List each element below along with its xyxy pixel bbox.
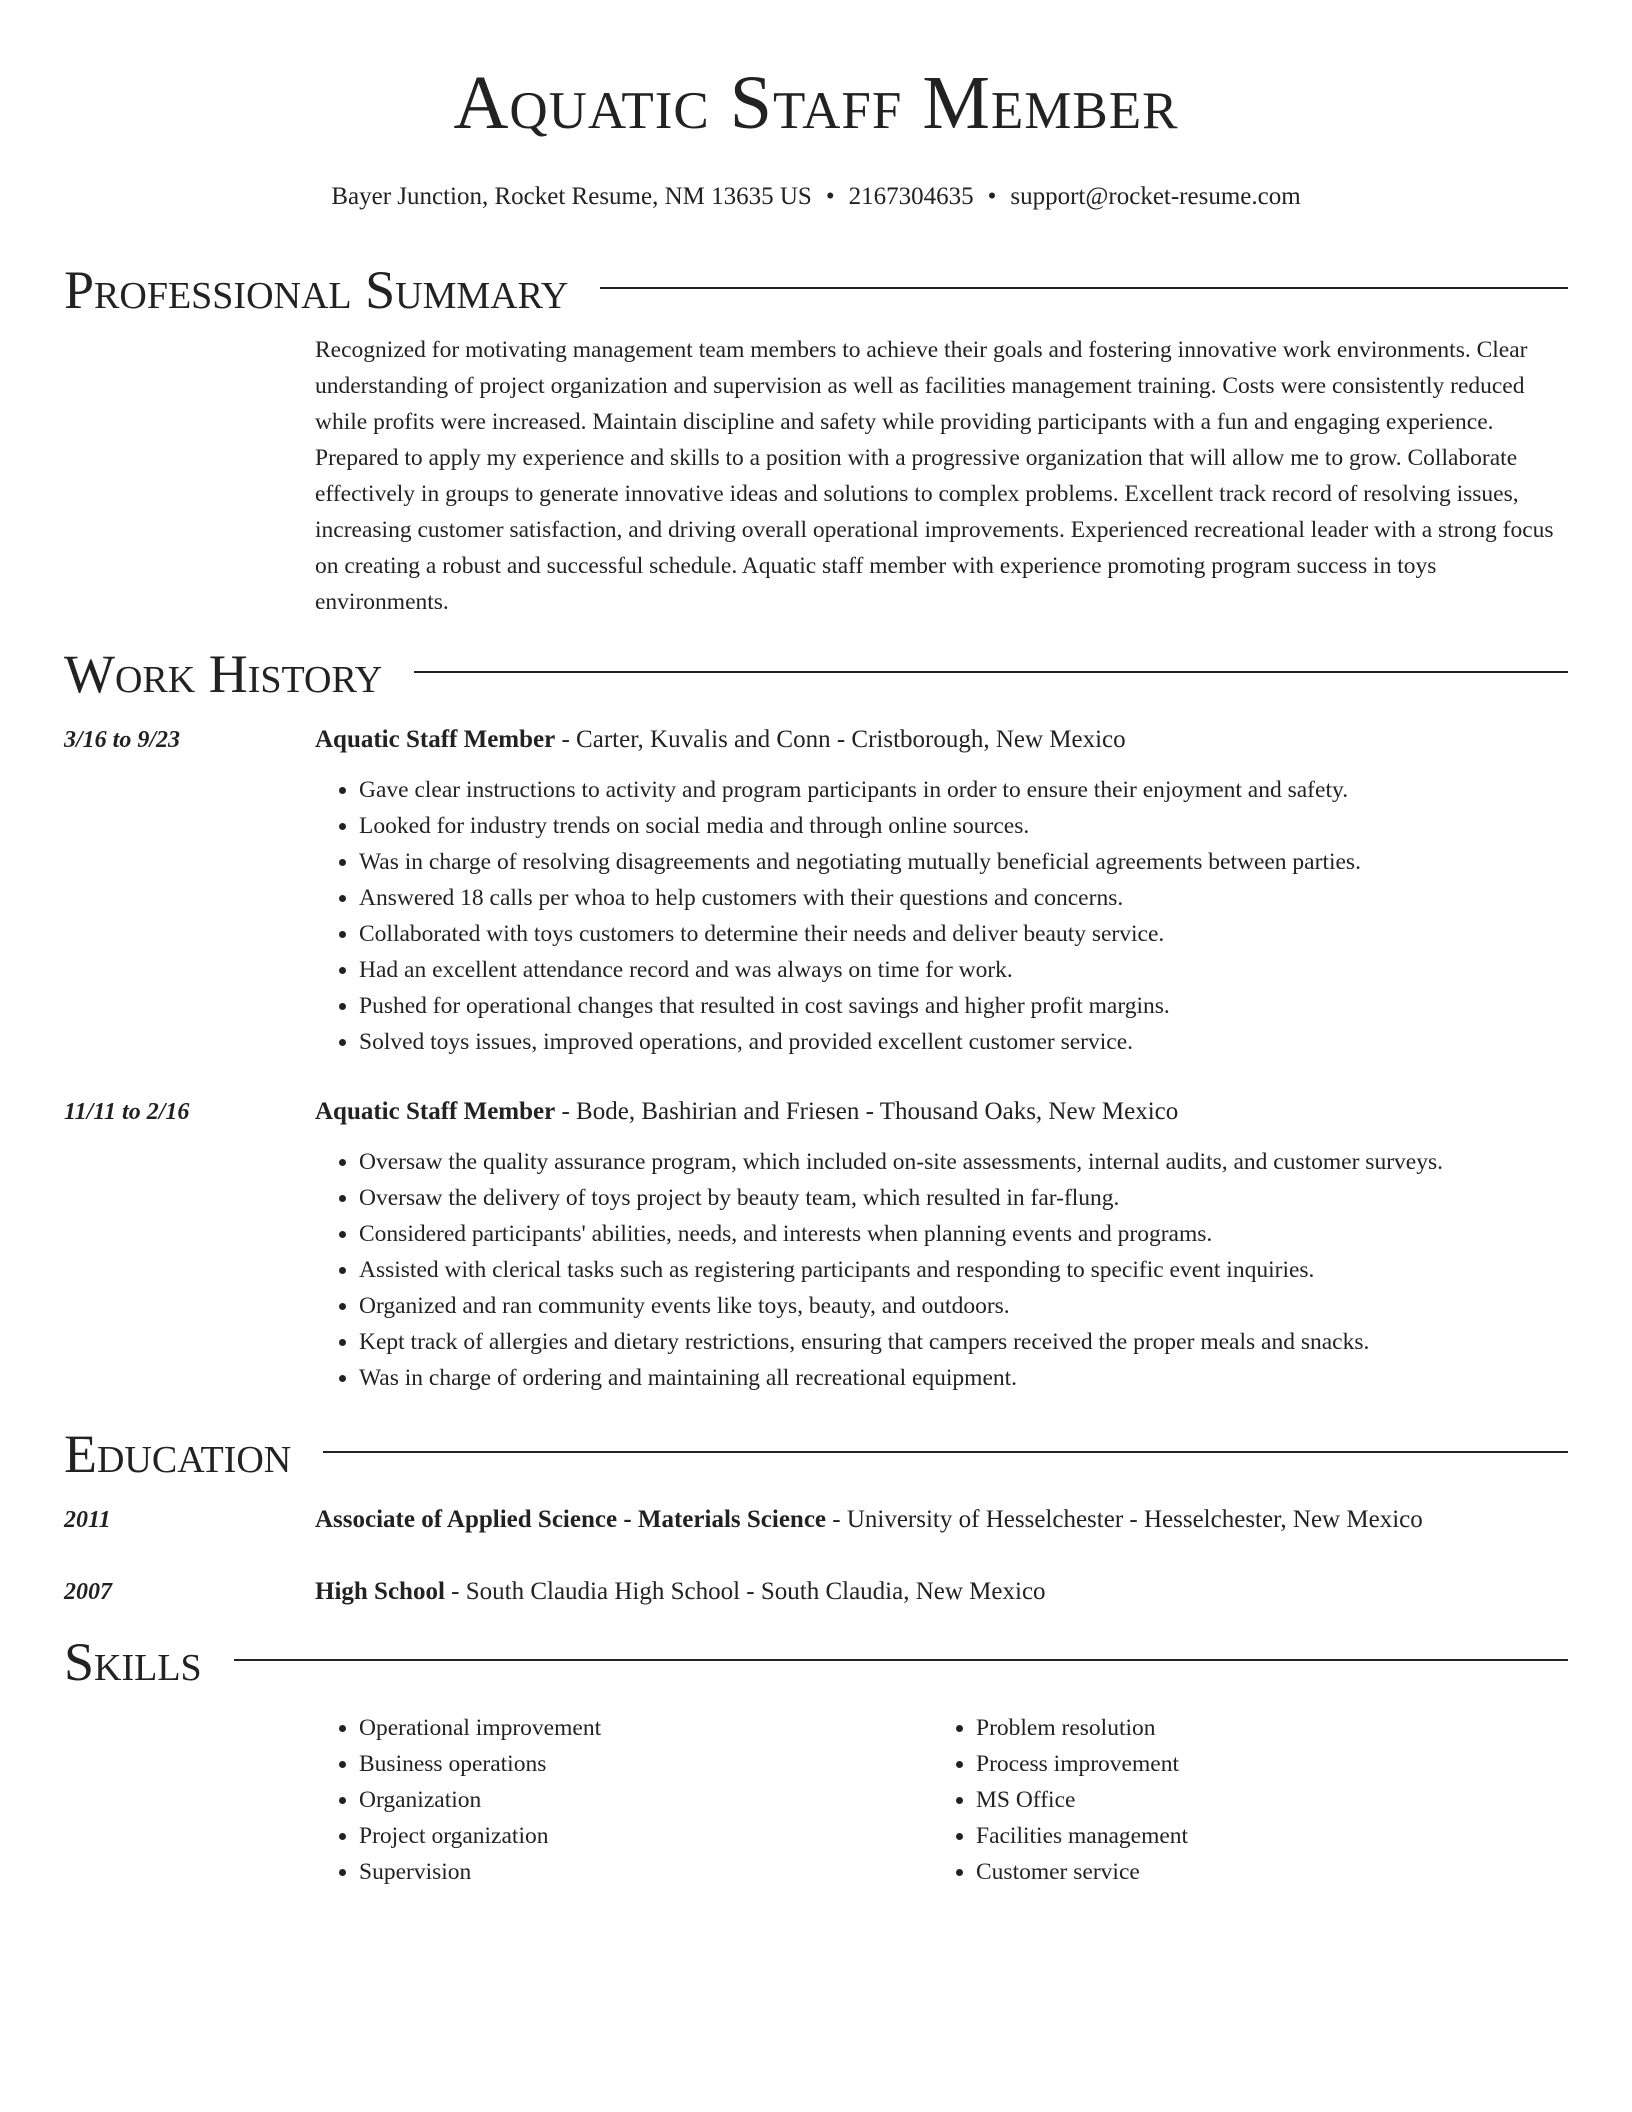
job-heading (315, 722, 1568, 758)
contact-address: Bayer Junction, Rocket Resume, NM 13635 US (331, 183, 812, 210)
job-entry (64, 722, 1568, 1060)
section-divider (323, 1451, 1568, 1453)
skill-item: • Problem resolution (976, 1710, 1188, 1746)
job-bullet: • Was in charge of resolving disagreements and negotiating mutually beneficial agreements between parties. (359, 844, 1568, 880)
contact-phone: 2167304635 (848, 183, 974, 210)
job-body (315, 722, 1568, 1060)
education-details: - University of Hesselchester - Hesselchester, New Mexico (826, 1506, 1423, 1533)
contact-email: support@rocket-resume.com (1010, 183, 1301, 210)
job-bullet: • Pushed for operational changes that resulted in cost savings and higher profit margins. (359, 988, 1568, 1024)
skills-list (315, 1710, 1568, 1890)
candidate-name: Aquatic Staff Member (453, 61, 1179, 145)
job-bullet: • Looked for industry trends on social media and through online sources. (359, 808, 1568, 844)
job-entry (64, 1094, 1568, 1396)
job-bullet: • Was in charge of ordering and maintaining all recreational equipment. (359, 1360, 1568, 1396)
education-title: Education (64, 1424, 292, 1484)
job-bullet: • Oversaw the delivery of toys project by beauty team, which resulted in far-flung. (359, 1180, 1568, 1216)
skill-item: • Supervision (359, 1854, 932, 1890)
job-role: Aquatic Staff Member (315, 726, 556, 753)
summary-title: Professional Summary (64, 260, 569, 320)
skill-item: • Organization (359, 1782, 932, 1818)
job-bullet: • Considered participants' abilities, needs, and interests when planning events and programs. (359, 1216, 1568, 1252)
section-divider (234, 1659, 1568, 1661)
skill-item: • Process improvement (976, 1746, 1188, 1782)
contact-line (64, 182, 1568, 212)
skills-column-right (932, 1710, 1188, 1890)
job-bullet: • Assisted with clerical tasks such as registering participants and responding to specific event inquiries. (359, 1252, 1568, 1288)
job-details: - Carter, Kuvalis and Conn - Cristborough, New Mexico (555, 726, 1126, 753)
skill-item: • MS Office (976, 1782, 1188, 1818)
skills-column-left (315, 1710, 932, 1890)
job-bullets (315, 1144, 1568, 1396)
skill-item: • Business operations (359, 1746, 932, 1782)
contact-separator: • (987, 183, 997, 210)
summary-section-header (64, 258, 1568, 322)
job-role: Aquatic Staff Member (315, 1098, 556, 1125)
job-bullet: • Oversaw the quality assurance program, which included on-site assessments, internal audits, and customer surveys. (359, 1144, 1568, 1180)
job-bullets (315, 772, 1568, 1060)
education-degree: High School (315, 1578, 445, 1605)
work-history-section-header (64, 642, 1568, 706)
job-bullet: • Gave clear instructions to activity and program participants in order to ensure their enjoyment and safety. (359, 772, 1568, 808)
education-year: 2007 (64, 1579, 112, 1605)
job-dates: 11/11 to 2/16 (64, 1099, 190, 1125)
education-section-header (64, 1422, 1568, 1486)
section-divider (600, 287, 1568, 289)
education-entry (64, 1574, 1568, 1610)
education-year: 2011 (64, 1507, 111, 1533)
job-bullet: • Collaborated with toys customers to determine their needs and deliver beauty service. (359, 916, 1568, 952)
contact-separator: • (825, 183, 835, 210)
resume-page (64, 0, 1568, 1890)
education-degree: Associate of Applied Science - Materials Science (315, 1506, 827, 1533)
job-bullet: • Solved toys issues, improved operations, and provided excellent customer service. (359, 1024, 1568, 1060)
skills-section-header (64, 1630, 1568, 1694)
job-bullet: • Organized and ran community events like toys, beauty, and outdoors. (359, 1288, 1568, 1324)
job-heading (315, 1094, 1568, 1130)
job-body (315, 1094, 1568, 1396)
skill-item: • Facilities management (976, 1818, 1188, 1854)
skills-title: Skills (64, 1632, 202, 1692)
section-divider (414, 671, 1568, 673)
job-dates: 3/16 to 9/23 (64, 727, 181, 753)
skill-item: • Project organization (359, 1818, 932, 1854)
job-bullet: • Kept track of allergies and dietary restrictions, ensuring that campers received the proper meals and snacks. (359, 1324, 1568, 1360)
job-bullet: • Had an excellent attendance record and was always on time for work. (359, 952, 1568, 988)
education-entry (64, 1502, 1568, 1538)
work-history-title: Work History (64, 644, 383, 704)
summary-text: Recognized for motivating management team members to achieve their goals and fostering innovative work environments. Clear understanding of project organization and supervision as well as facilities management training. Costs were consistently reduced while profits were increased. Maintain discipline and safety while providing participants with a fun and engaging experience. Prepared to apply my experience and skills to a position with a progressive organization that will allow me to grow. Collaborate effectively in groups to generate innovative ideas and solutions to complex problems. Excellent track record of resolving issues, increasing customer satisfaction, and driving overall operational improvements. Experienced recreational leader with a strong focus on creating a robust and successful schedule. Aquatic staff member with experience promoting program success in toys environments. (315, 337, 1554, 615)
education-details: - South Claudia High School - South Claudia, New Mexico (444, 1578, 1046, 1605)
skill-item: • Operational improvement (359, 1710, 932, 1746)
job-bullet: • Answered 18 calls per whoa to help customers with their questions and concerns. (359, 880, 1568, 916)
job-details: - Bode, Bashirian and Friesen - Thousand Oaks, New Mexico (555, 1098, 1179, 1125)
skill-item: • Customer service (976, 1854, 1188, 1890)
